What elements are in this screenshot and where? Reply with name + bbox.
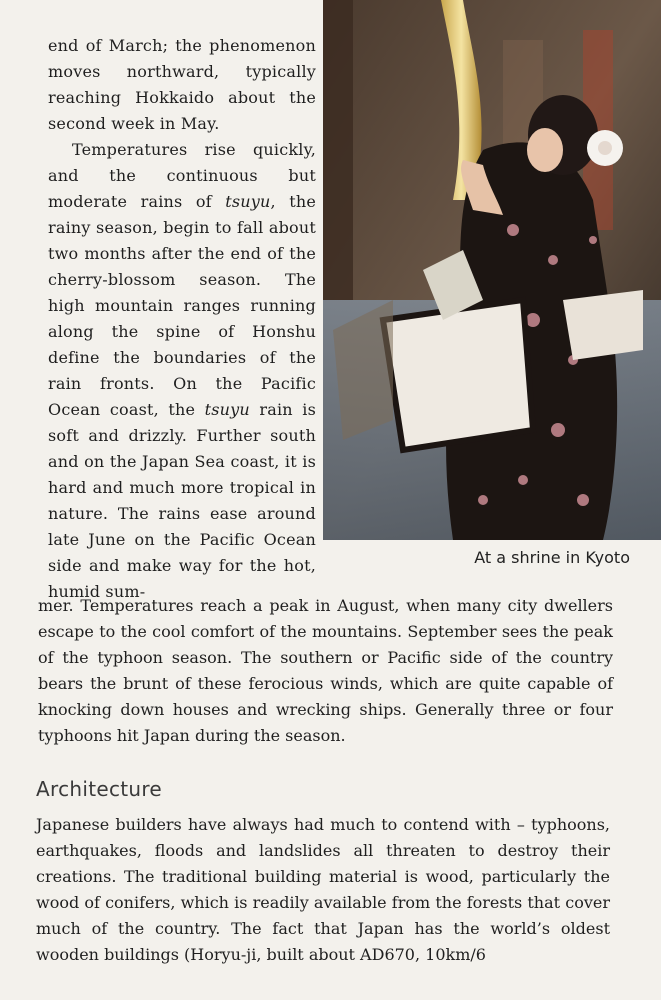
photo-caption: At a shrine in Kyoto (474, 548, 630, 567)
paragraph-cherry-blossom: end of March; the phenomenon moves northward, typically reaching Hokkaido about the second week in May. (48, 36, 316, 133)
architecture-paragraph (36, 812, 610, 968)
term-tsuyu: tsuyu (204, 400, 250, 419)
text-segment: rain is soft and drizzly. Further south and on the Japan Sea coast, it is hard and much more tropical in nature. The rains ease around late June on the Pacific Ocean side and make way for the hot, humid sum- (48, 400, 316, 601)
section-heading: Architecture (36, 777, 163, 801)
paragraph-rainy-season (48, 137, 316, 605)
shrine-photo-illustration (323, 0, 661, 540)
left-column-text (48, 33, 316, 605)
text-segment: Temperatures rise quickly, and the continuous but moderate rains of (48, 140, 316, 211)
text-segment: , the rainy season, begin to fall about two months after the end of the cherry-blossom season. The high mountain ranges running along the spine of Honshu define the boundaries of the rain fronts. On the Pacific Ocean coast, the (48, 192, 316, 419)
shrine-photo (323, 0, 661, 540)
typhoon-paragraph (38, 593, 613, 749)
paragraph-architecture: Japanese builders have always had much to contend with – typhoons, earthquakes, floods and landslides all threaten to destroy their creations. The traditional building material is wood, particularly the wood of conifers, which is readily available from the forests that cover much of the country. The fact that Japan has the world’s oldest wooden buildings (Horyu-ji, built about AD670, 10km/6 (36, 815, 610, 964)
term-tsuyu: tsuyu (225, 192, 271, 211)
paragraph-summer-typhoons: mer. Temperatures reach a peak in August, when many city dwellers escape to the cool comfort of the mountains. September sees the peak of the typhoon season. The southern or Pacific side of the country bears the brunt of these ferocious winds, which are quite capable of knocking down houses and wrecking ships. Generally three or four typhoons hit Japan during the season. (38, 596, 613, 745)
